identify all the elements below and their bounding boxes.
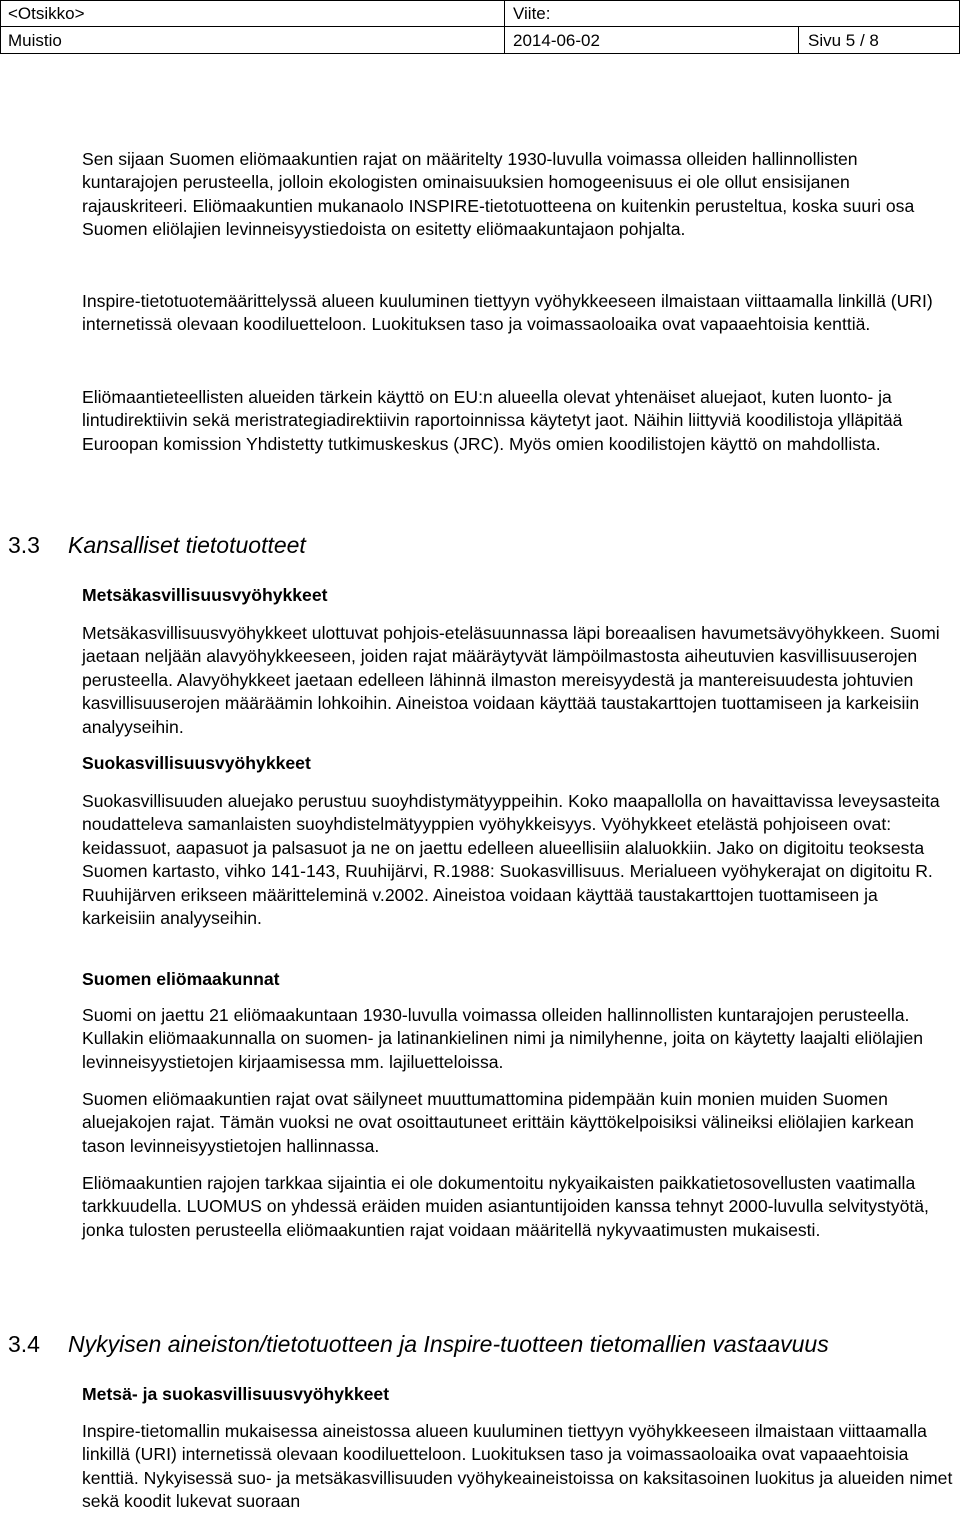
eliomaakunnat-paragraph-3: Eliömaakuntien rajojen tarkkaa sijaintia ei ole dokumentoitu nykyaikaisten paikkatietosovellusten vaatimalla tarkkuudella. LUOMUS on yhdessä eräiden muiden asiantuntijoiden kanssa tehnyt 2000-luvulla selvitystyötä, jonka tulosten perusteella eliömaakuntien rajat voidaan määritellä nykyvaatimusten mukaisesti. bbox=[82, 1173, 929, 1240]
eliomaakunnat-paragraph-2: Suomen eliömaakuntien rajat ovat säilyneet muuttumattomina pidempään kuin monien muiden Suomen aluejakojen rajat. Tämän vuoksi ne ovat osoittautuneet erittäin käyttökelpoisiksi välineiksi eliölajien karkean tason levinneisyystietojen hallinnassa. bbox=[82, 1089, 914, 1156]
document-title-placeholder: <Otsikko> bbox=[8, 4, 85, 23]
page-header bbox=[0, 0, 960, 54]
subheading-metsa-ja-suo: Metsä- ja suokasvillisuusvyöhykkeet bbox=[82, 1384, 390, 1404]
eliomaakunnat-paragraph-1: Suomi on jaettu 21 eliömaakuntaan 1930-luvulla voimassa olleiden hallinnollisten kuntarajojen perusteella. Kullakin eliömaakunnalla on suomen- ja latinankielinen nimi ja nimilyhenne, joita on käytetty laajalti eliölajien levinneisyystietojen kirjaamisessa mm. lajiluetteloissa. bbox=[82, 1005, 924, 1072]
section-number: 3.3 bbox=[8, 532, 40, 558]
intro-paragraph-3: Eliömaantieteellisten alueiden tärkein käyttö on EU:n alueella olevat yhtenäiset aluejaot, kuten luonto- ja lintudirektiivin sekä meristrategiadirektiivin raportoinnissa käytetyt jaot. Näihin liittyviä koodilistoja ylläpitää Euroopan komission Yhdistetty tutkimuskeskus (JRC). Myös omien koodilistojen käyttö on mahdollista. bbox=[82, 387, 903, 454]
page-number: Sivu 5 / 8 bbox=[808, 31, 879, 50]
intro-paragraph-2: Inspire-tietotuotemäärittelyssä alueen kuuluminen tiettyyn vyöhykkeeseen ilmaistaan viittaamalla linkillä (URI) internetissä olevaan koodiluetteloon. Luokituksen taso ja voimassaoloaika ovat vapaaehtoisia kenttiä. bbox=[82, 291, 933, 335]
suokasvillisuus-paragraph: Suokasvillisuuden aluejako perustuu suoyhdistymätyyppeihin. Koko maapallolla on havaittavissa leveysasteita noudatteleva samanlaisten suoyhdistelmätyyppien vyöhykkeisyys. Vyöhykkeet etelästä pohjoiseen ovat: keidassuot, aapasuot ja palsasuot ja ne on jaettu edelleen alueellisiin alaluokkiin. Jako on digitoitu teoksesta Suomen kartasto, vihko 141-143, Ruuhijärvi, R.1988: Suokasvillisuus. Merialueen vyöhykerajat on digitoitu R. Ruuhijärven erikseen määritteleminä v.2002. Aineistoa voidaan käyttää taustakarttojen tuottamiseen ja karkeisiin analyyseihin. bbox=[82, 791, 940, 929]
metsa-ja-suo-paragraph: Inspire-tietomallin mukaisessa aineistossa alueen kuuluminen tiettyyn vyöhykkeeseen ilmaistaan viittaamalla linkillä (URI) internetissä olevaan koodiluetteloon. Luokituksen taso ja voimassaoloaika ovat vapaaehtoisia kenttiä. Nykyisessä suo- ja metsäkasvillisuuden vyöhykeaineistoissa on kaksitasoinen luokitus ja alueiden nimet sekä koodit lukevat suoraan bbox=[82, 1421, 953, 1512]
section-title: Kansalliset tietotuotteet bbox=[68, 532, 306, 558]
header-row-2 bbox=[0, 27, 960, 54]
header-row-1 bbox=[0, 0, 960, 27]
subheading-eliomaakunnat: Suomen eliömaakunnat bbox=[82, 969, 280, 989]
subheading-suokasvillisuus: Suokasvillisuusvyöhykkeet bbox=[82, 753, 311, 773]
document-date: 2014-06-02 bbox=[513, 31, 600, 50]
reference-label: Viite: bbox=[513, 4, 551, 23]
intro-paragraph-1: Sen sijaan Suomen eliömaakuntien rajat on määritelty 1930-luvulla voimassa olleiden hallinnollisten kuntarajojen perusteella, jolloin ekologisten ominaisuuksien homogeenisuus ei ole ollut ensisijanen rajauskriteeri. Eliömaakuntien mukanaolo INSPIRE-tietotuotteena on kuitenkin perusteltua, koska suuri osa Suomen eliölajien levinneisyystiedoista on esitetty eliömaakuntajaon pohjalta. bbox=[82, 149, 915, 240]
document-type: Muistio bbox=[8, 31, 62, 50]
metsakasvillisuus-paragraph: Metsäkasvillisuusvyöhykkeet ulottuvat pohjois-eteläsuunnassa läpi boreaalisen havumetsävyöhykkeen. Suomi jaetaan neljään alavyöhykkeeseen, joiden rajat määräytyvät lämpöilmastosta aiheutuvien kasvillisuuserojen perusteella. Alavyöhykkeet jaetaan edelleen lähinnä ilmaston mereisyydestä ja mantereisuudesta johtuvien kasvillisuuserojen määräämin lohkoihin. Aineistoa voidaan käyttää taustakarttojen tuottamiseen ja karkeisiin analyyseihin. bbox=[82, 623, 940, 737]
subheading-metsakasvillisuus: Metsäkasvillisuusvyöhykkeet bbox=[82, 585, 328, 605]
section-heading-3-3 bbox=[8, 530, 306, 560]
section-number: 3.4 bbox=[8, 1331, 40, 1357]
section-title: Nykyisen aineiston/tietotuotteen ja Inspire-tuotteen tietomallien vastaavuus bbox=[68, 1331, 829, 1357]
section-heading-3-4 bbox=[8, 1329, 829, 1359]
